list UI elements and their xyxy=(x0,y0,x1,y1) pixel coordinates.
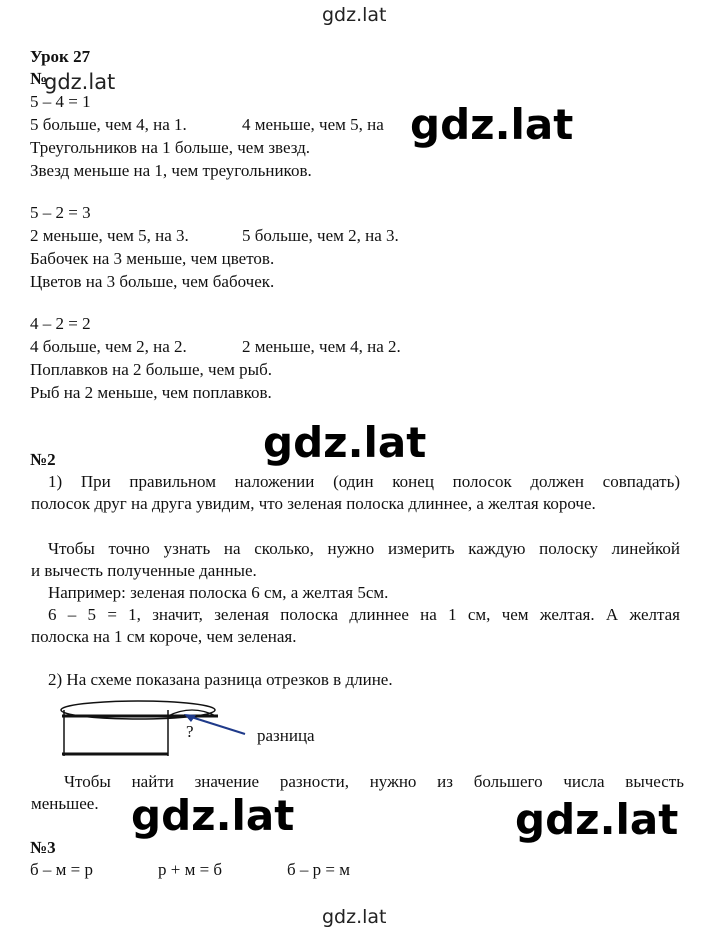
watermark-big: gdz.lat xyxy=(410,100,574,149)
comparison-line: 4 больше, чем 2, на 2. xyxy=(30,337,187,356)
task1-number-sign: № xyxy=(30,69,48,88)
comparison-line: 2 меньше, чем 5, на 3. xyxy=(30,226,189,245)
comparison-line: Звезд меньше на 1, чем треугольников. xyxy=(30,161,312,180)
comparison-line: 4 меньше, чем 5, на xyxy=(242,115,384,134)
formula: б – м = р xyxy=(30,860,93,879)
comparison-line: Рыб на 2 меньше, чем поплавков. xyxy=(30,383,272,402)
paragraph-line: 2) На схеме показана разница отрезков в длине. xyxy=(48,670,393,689)
formula: р + м = б xyxy=(158,860,223,879)
paragraph-line: 1) При правильном наложении (один конец полосок должен совпадать) xyxy=(48,472,680,491)
paragraph-line: полосок друг на друга увидим, что зеленая полоска длиннее, а желтая короче. xyxy=(31,494,596,513)
task3-heading: №3 xyxy=(30,838,56,857)
arrow-line xyxy=(188,716,245,734)
task2-heading: №2 xyxy=(30,450,56,469)
watermark-big: gdz.lat xyxy=(131,791,295,840)
paragraph-line: и вычесть полученные данные. xyxy=(31,561,257,580)
diagram-question: ? xyxy=(186,722,194,741)
lesson-title: Урок 27 xyxy=(30,47,91,66)
equation: 4 – 2 = 2 xyxy=(30,314,91,333)
paragraph-line: Чтобы найти значение разности, нужно из большего числа вычесть xyxy=(64,772,684,791)
comparison-line: 5 больше, чем 4, на 1. xyxy=(30,115,187,134)
watermark-big: gdz.lat xyxy=(263,418,427,467)
comparison-line: Цветов на 3 больше, чем бабочек. xyxy=(30,272,275,291)
watermark-header: gdz.lat xyxy=(44,70,116,94)
paragraph-line: Чтобы точно узнать на сколько, нужно измерить каждую полоску линейкой xyxy=(48,539,680,558)
paragraph-line: меньшее. xyxy=(31,794,99,813)
paragraph-line: полоска на 1 см короче, чем зеленая. xyxy=(31,627,297,646)
paragraph-line: 6 – 5 = 1, значит, зеленая полоска длиннее на 1 см, чем желтая. А желтая xyxy=(48,605,680,624)
comparison-line: 5 больше, чем 2, на 3. xyxy=(242,226,399,245)
watermark-top: gdz.lat xyxy=(322,4,387,26)
equation: 5 – 2 = 3 xyxy=(30,203,91,222)
comparison-line: 2 меньше, чем 4, на 2. xyxy=(242,337,401,356)
diagram-label: разница xyxy=(257,726,315,745)
paragraph-line: Например: зеленая полоска 6 см, а желтая 5см. xyxy=(48,583,389,602)
comparison-line: Треугольников на 1 больше, чем звезд. xyxy=(30,138,311,157)
watermark-big: gdz.lat xyxy=(515,795,679,844)
comparison-line: Поплавков на 2 больше, чем рыб. xyxy=(30,360,272,379)
watermark-bottom: gdz.lat xyxy=(322,906,387,928)
formula: б – р = м xyxy=(287,860,350,879)
equation: 5 – 4 = 1 xyxy=(30,92,91,111)
comparison-line: Бабочек на 3 меньше, чем цветов. xyxy=(30,249,275,268)
